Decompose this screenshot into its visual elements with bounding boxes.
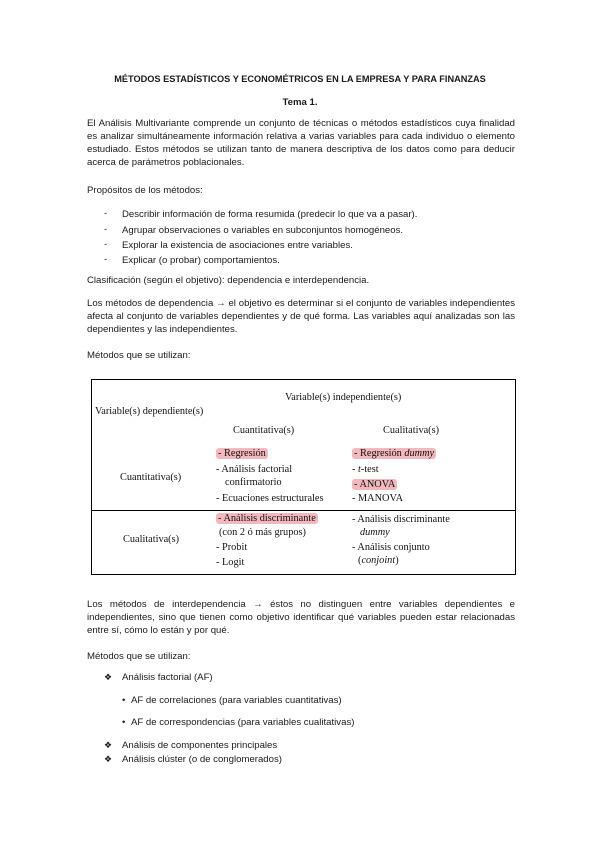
- sub-bullet-icon: •: [122, 695, 126, 706]
- table-cell: - Logit: [216, 557, 245, 568]
- list-item: Agrupar observaciones o variables en subconjuntos homogéneos.: [122, 225, 404, 236]
- list-item: Análisis factorial (AF): [122, 672, 213, 683]
- dependent-header: Variable(s) dependiente(s): [95, 406, 204, 417]
- highlight: - ANOVA: [354, 479, 396, 490]
- methods-heading-2: Métodos que se utilizan:: [87, 651, 191, 662]
- table-cell: [352, 448, 436, 461]
- list-bullet: -: [104, 224, 108, 235]
- table-cell: - Análisis factorial: [216, 464, 293, 475]
- highlight: - Regresión: [218, 448, 266, 459]
- independent-header: Variable(s) independiente(s): [285, 392, 402, 403]
- diamond-bullet-icon: ❖: [104, 754, 113, 764]
- highlight: - Regresión dummy: [354, 448, 435, 459]
- list-bullet: -: [104, 239, 108, 250]
- purposes-heading: Propósitos de los métodos:: [87, 185, 203, 196]
- document-title: MÉTODOS ESTADÍSTICOS Y ECONOMÉTRICOS EN LA EMPRESA Y PARA FINANZAS: [114, 74, 486, 84]
- table-divider: [92, 510, 515, 511]
- diamond-bullet-icon: ❖: [104, 740, 113, 750]
- classification-line: Clasificación (según el objetivo): dependencia e interdependencia.: [87, 275, 370, 286]
- table-cell: dummy: [360, 527, 390, 538]
- table-cell: - MANOVA: [352, 493, 404, 504]
- list-item: Explicar (o probar) comportamientos.: [122, 255, 280, 266]
- table-cell: - Ecuaciones estructurales: [216, 493, 324, 504]
- list-item: Análisis de componentes principales: [122, 740, 278, 751]
- table-cell: - t-test: [352, 464, 379, 475]
- sub-bullet-icon: •: [122, 717, 126, 728]
- row-quant-header: Cuantitativa(s): [120, 472, 182, 483]
- list-item: Describir información de forma resumida (predecir lo que va a pasar).: [122, 209, 418, 220]
- table-cell: [352, 479, 397, 492]
- table-cell: (con 2 ó más grupos): [219, 527, 306, 538]
- col-qual-header: Cualitativa(s): [383, 425, 440, 436]
- dependence-paragraph: Los métodos de dependencia → el objetivo es determinar si el conjunto de variables independientes afecta al conjunto de variables dependientes y de qué forma. Las variables aquí analizadas son las dependientes y las independientes.: [87, 298, 515, 335]
- col-quant-header: Cuantitativa(s): [233, 425, 295, 436]
- intro-paragraph: El Análisis Multivariante comprende un conjunto de técnicas o métodos estadísticos cuya finalidad es analizar simultáneamente información relativa a varias variables para cada individuo o elemento estudiado. Estos métodos se utilizan tanto de manera descriptiva de los datos como para deducir acerca de parámetros poblacionales.: [87, 118, 515, 168]
- table-cell: - Probit: [216, 542, 248, 553]
- list-item: Explorar la existencia de asociaciones entre variables.: [122, 240, 353, 251]
- table-cell: (conjoint): [358, 555, 399, 566]
- table-cell: [216, 513, 318, 526]
- list-item: AF de correspondencias (para variables cualitativas): [131, 717, 355, 728]
- methods-table: [91, 379, 516, 575]
- table-cell: [216, 448, 268, 461]
- table-cell: - Análisis conjunto: [352, 542, 430, 553]
- list-item: AF de correlaciones (para variables cuantitativas): [131, 695, 342, 706]
- methods-heading: Métodos que se utilizan:: [87, 350, 191, 361]
- diamond-bullet-icon: ❖: [104, 672, 113, 682]
- list-item: Análisis clúster (o de conglomerados): [122, 754, 282, 765]
- table-cell: confirmatorio: [225, 477, 282, 488]
- row-qual-header: Cualitativa(s): [123, 534, 180, 545]
- list-bullet: -: [104, 254, 108, 265]
- document-subtitle: Tema 1.: [282, 97, 318, 108]
- table-cell: - Análisis discriminante: [352, 514, 450, 525]
- list-bullet: -: [104, 208, 108, 219]
- interdependence-paragraph: Los métodos de interdependencia → éstos no distinguen entre variables dependientes e independientes, sino que tienen como objetivo identificar qué variables pueden estar relacionadas entre sí, cómo lo están y por qué.: [87, 599, 515, 636]
- highlight: - Análisis discriminante: [218, 513, 316, 524]
